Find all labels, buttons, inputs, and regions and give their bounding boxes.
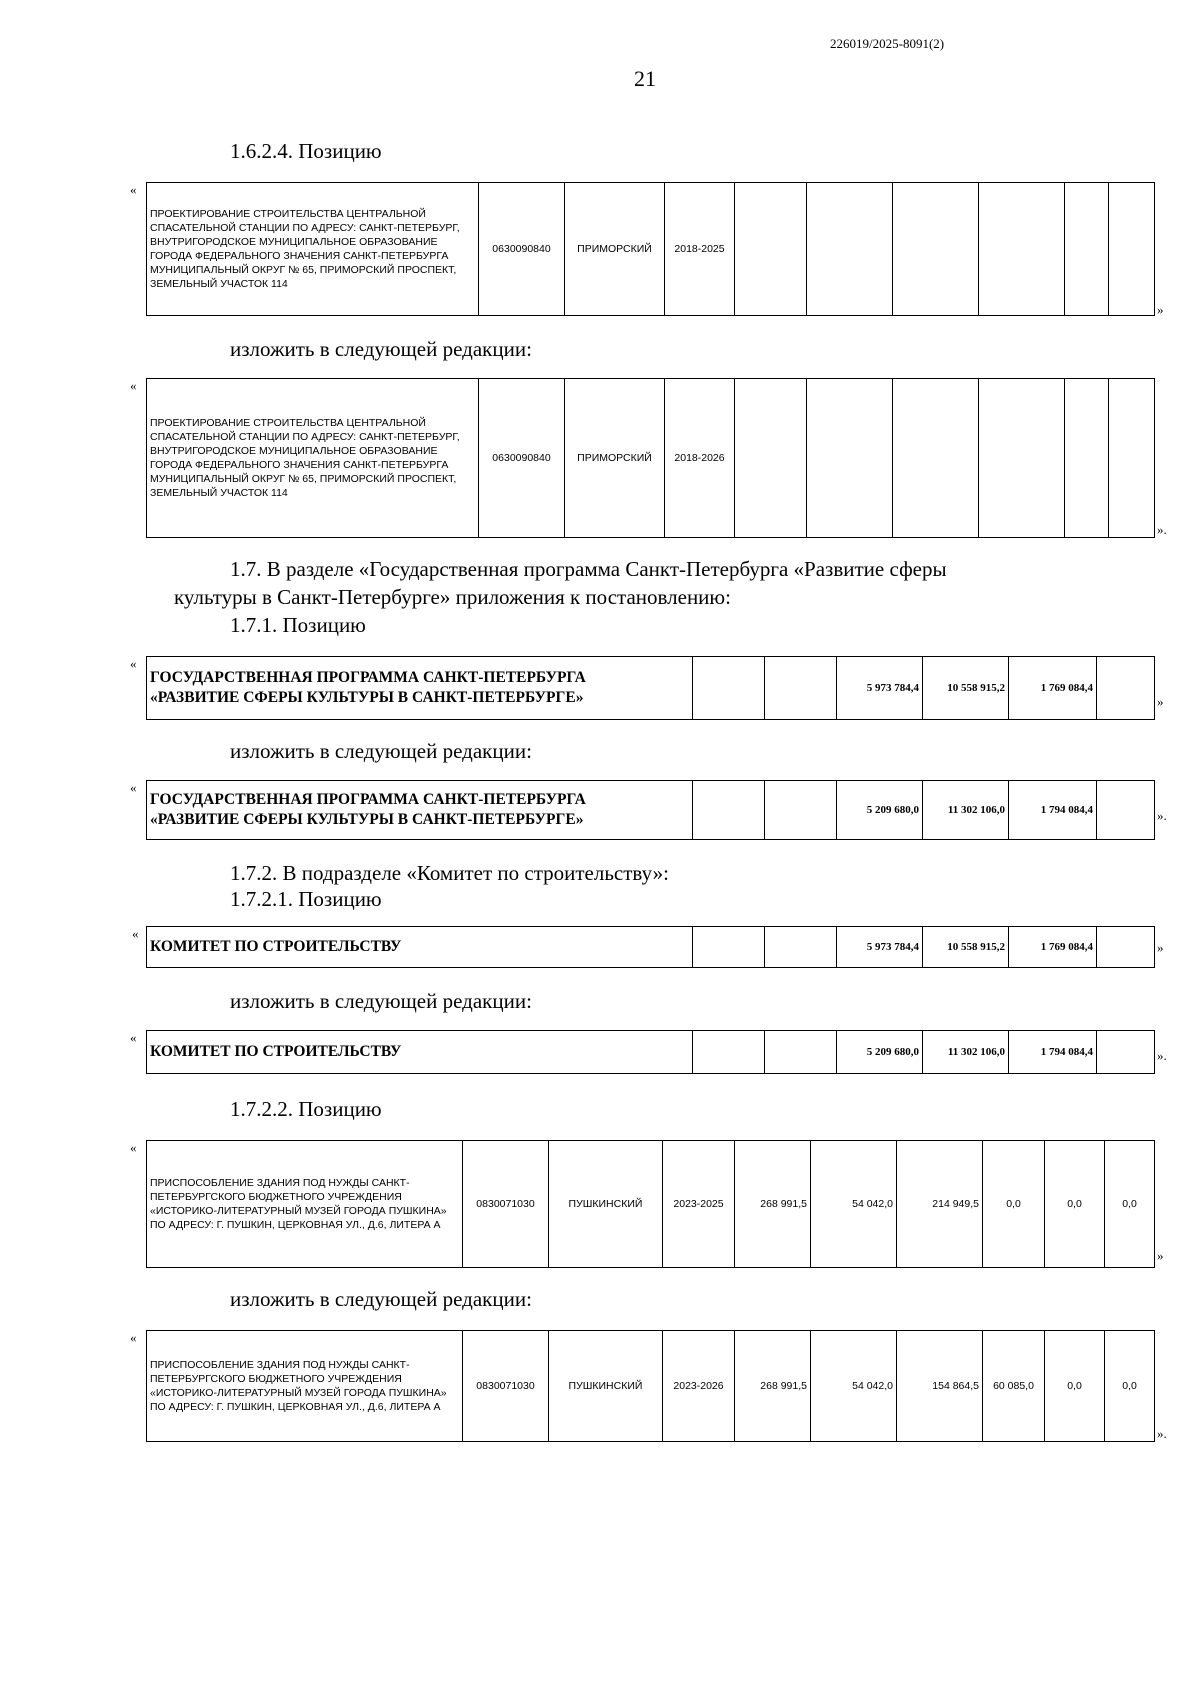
program-value-3: 1 769 084,4: [1009, 657, 1097, 720]
facility-name: ПРИСПОСОБЛЕНИЕ ЗДАНИЯ ПОД НУЖДЫ САНКТ-ПЕТЕРБУРГСКОГО БЮДЖЕТНОГО УЧРЕЖДЕНИЯ «ИСТОРИКО-ЛИТЕРАТУРНЫЙ МУЗЕЙ ГОРОДА ПУШКИНА» ПО АДРЕСУ: Г. ПУШКИН, ЦЕРКОВНАЯ УЛ., Д.6, ЛИТЕРА А: [147, 1331, 463, 1442]
committee-value-1: 5 209 680,0: [837, 1031, 923, 1074]
committee-value-3: 1 769 084,4: [1009, 927, 1097, 968]
position-period: 2018-2026: [665, 379, 735, 538]
facility-table-old: [146, 1140, 1155, 1268]
table-cell: [735, 379, 807, 538]
table-cell: [693, 1031, 765, 1074]
position-period: 2018-2025: [665, 183, 735, 316]
close-quote: ».: [1157, 808, 1167, 823]
table-cell: [693, 657, 765, 720]
facility-total: 268 991,5: [735, 1141, 811, 1268]
close-quote: ».: [1157, 1426, 1167, 1441]
committee-value-2: 11 302 106,0: [923, 1031, 1009, 1074]
section-1-7-1-title: 1.7.1. Позицию: [230, 613, 366, 637]
committee-value-1: 5 973 784,4: [837, 927, 923, 968]
table-cell: [807, 183, 893, 316]
table-cell: [1097, 1031, 1155, 1074]
facility-period: 2023-2025: [663, 1141, 735, 1268]
table-cell: [1097, 657, 1155, 720]
committee-name: КОМИТЕТ ПО СТРОИТЕЛЬСТВУ: [147, 927, 693, 968]
section-title-1-6-2-4: 1.6.2.4. Позицию: [230, 139, 382, 163]
edit-instruction: изложить в следующей редакции:: [230, 989, 532, 1013]
table-cell: [1065, 183, 1109, 316]
program-value-3: 1 794 084,4: [1009, 781, 1097, 840]
table-cell: [979, 379, 1065, 538]
position-name: ПРОЕКТИРОВАНИЕ СТРОИТЕЛЬСТВА ЦЕНТРАЛЬНОЙ СПАСАТЕЛЬНОЙ СТАНЦИИ ПО АДРЕСУ: САНКТ-ПЕТЕРБУРГ, ВНУТРИГОРОДСКОЕ МУНИЦИПАЛЬНОЕ ОБРАЗОВАНИЕ ГОРОДА ФЕДЕРАЛЬНОГО ЗНАЧЕНИЯ САНКТ-ПЕТЕРБУРГА МУНИЦИПАЛЬНЫЙ ОКРУГ № 65, ПРИМОРСКИЙ ПРОСПЕКТ, ЗЕМЕЛЬНЫЙ УЧАСТОК 114: [147, 183, 479, 316]
table-cell: [1097, 781, 1155, 840]
document-number: 226019/2025-8091(2): [830, 36, 945, 51]
position-code: 0630090840: [479, 183, 565, 316]
table-cell: [893, 183, 979, 316]
program-value-2: 10 558 915,2: [923, 657, 1009, 720]
program-table-old: [146, 656, 1155, 720]
facility-period: 2023-2026: [663, 1331, 735, 1442]
open-quote: «: [132, 926, 139, 941]
program-name-line1: ГОСУДАРСТВЕННАЯ ПРОГРАММА САНКТ-ПЕТЕРБУРГА: [150, 791, 586, 808]
table-cell: [1109, 379, 1155, 538]
program-name-line1: ГОСУДАРСТВЕННАЯ ПРОГРАММА САНКТ-ПЕТЕРБУРГА: [150, 669, 586, 686]
open-quote: «: [130, 780, 137, 795]
position-district: ПРИМОРСКИЙ: [565, 379, 665, 538]
facility-value-3: 0,0: [983, 1141, 1045, 1268]
position-table-new: [146, 378, 1155, 538]
table-cell: [979, 183, 1065, 316]
facility-value-5: 0,0: [1105, 1141, 1155, 1268]
facility-value-4: 0,0: [1045, 1331, 1105, 1442]
program-name-line2: «РАЗВИТИЕ СФЕРЫ КУЛЬТУРЫ В САНКТ-ПЕТЕРБУРГЕ»: [150, 811, 584, 828]
facility-table-new: [146, 1330, 1155, 1442]
program-value-1: 5 209 680,0: [837, 781, 923, 840]
table-cell: [765, 927, 837, 968]
open-quote: «: [130, 1140, 137, 1155]
facility-code: 0830071030: [463, 1141, 549, 1268]
section-1-7-2-1-title: 1.7.2.1. Позицию: [230, 887, 382, 911]
committee-table-new: [146, 1030, 1155, 1074]
table-cell: [1109, 183, 1155, 316]
facility-value-2: 154 864,5: [897, 1331, 983, 1442]
facility-value-1: 54 042,0: [811, 1141, 897, 1268]
table-cell: [765, 657, 837, 720]
table-cell: [807, 379, 893, 538]
facility-value-3: 60 085,0: [983, 1331, 1045, 1442]
facility-district: ПУШКИНСКИЙ: [549, 1331, 663, 1442]
facility-district: ПУШКИНСКИЙ: [549, 1141, 663, 1268]
position-district: ПРИМОРСКИЙ: [565, 183, 665, 316]
edit-instruction: изложить в следующей редакции:: [230, 337, 532, 361]
table-cell: [693, 781, 765, 840]
table-cell: [735, 183, 807, 316]
close-quote: ».: [1157, 522, 1167, 537]
table-cell: [1065, 379, 1109, 538]
close-quote: ».: [1157, 1048, 1167, 1063]
program-value-2: 11 302 106,0: [923, 781, 1009, 840]
committee-value-3: 1 794 084,4: [1009, 1031, 1097, 1074]
table-cell: [693, 927, 765, 968]
page-number: 21: [634, 66, 656, 91]
facility-code: 0830071030: [463, 1331, 549, 1442]
program-name: [147, 781, 693, 840]
table-cell: [1097, 927, 1155, 968]
close-quote: »: [1157, 694, 1164, 709]
edit-instruction: изложить в следующей редакции:: [230, 1287, 532, 1311]
close-quote: »: [1157, 940, 1164, 955]
section-1-7-2-2-title: 1.7.2.2. Позицию: [230, 1097, 382, 1121]
open-quote: «: [130, 1030, 137, 1045]
open-quote: «: [130, 1330, 137, 1345]
section-1-7-line2: культуры в Санкт-Петербурге» приложения к постановлению:: [174, 585, 731, 609]
open-quote: «: [130, 378, 137, 393]
close-quote: »: [1157, 1248, 1164, 1263]
open-quote: «: [130, 656, 137, 671]
committee-table-old: [146, 926, 1155, 968]
facility-value-1: 54 042,0: [811, 1331, 897, 1442]
program-table-new: [146, 780, 1155, 840]
edit-instruction: изложить в следующей редакции:: [230, 739, 532, 763]
position-name: ПРОЕКТИРОВАНИЕ СТРОИТЕЛЬСТВА ЦЕНТРАЛЬНОЙ СПАСАТЕЛЬНОЙ СТАНЦИИ ПО АДРЕСУ: САНКТ-ПЕТЕРБУРГ, ВНУТРИГОРОДСКОЕ МУНИЦИПАЛЬНОЕ ОБРАЗОВАНИЕ ГОРОДА ФЕДЕРАЛЬНОГО ЗНАЧЕНИЯ САНКТ-ПЕТЕРБУРГА МУНИЦИПАЛЬНЫЙ ОКРУГ № 65, ПРИМОРСКИЙ ПРОСПЕКТ, ЗЕМЕЛЬНЫЙ УЧАСТОК 114: [147, 379, 479, 538]
section-1-7-2-title: 1.7.2. В подразделе «Комитет по строительству»:: [230, 861, 669, 885]
program-name: [147, 657, 693, 720]
position-table-old: [146, 182, 1155, 316]
table-cell: [765, 781, 837, 840]
open-quote: «: [130, 182, 137, 197]
facility-total: 268 991,5: [735, 1331, 811, 1442]
table-cell: [765, 1031, 837, 1074]
program-name-line2: «РАЗВИТИЕ СФЕРЫ КУЛЬТУРЫ В САНКТ-ПЕТЕРБУРГЕ»: [150, 689, 584, 706]
facility-value-4: 0,0: [1045, 1141, 1105, 1268]
committee-value-2: 10 558 915,2: [923, 927, 1009, 968]
committee-name: КОМИТЕТ ПО СТРОИТЕЛЬСТВУ: [147, 1031, 693, 1074]
close-quote: »: [1157, 302, 1164, 317]
section-1-7-line1: 1.7. В разделе «Государственная программа Санкт-Петербурга «Развитие сферы: [230, 557, 947, 581]
position-code: 0630090840: [479, 379, 565, 538]
table-cell: [893, 379, 979, 538]
facility-value-5: 0,0: [1105, 1331, 1155, 1442]
program-value-1: 5 973 784,4: [837, 657, 923, 720]
facility-value-2: 214 949,5: [897, 1141, 983, 1268]
facility-name: ПРИСПОСОБЛЕНИЕ ЗДАНИЯ ПОД НУЖДЫ САНКТ-ПЕТЕРБУРГСКОГО БЮДЖЕТНОГО УЧРЕЖДЕНИЯ «ИСТОРИКО-ЛИТЕРАТУРНЫЙ МУЗЕЙ ГОРОДА ПУШКИНА» ПО АДРЕСУ: Г. ПУШКИН, ЦЕРКОВНАЯ УЛ., Д.6, ЛИТЕРА А: [147, 1141, 463, 1268]
